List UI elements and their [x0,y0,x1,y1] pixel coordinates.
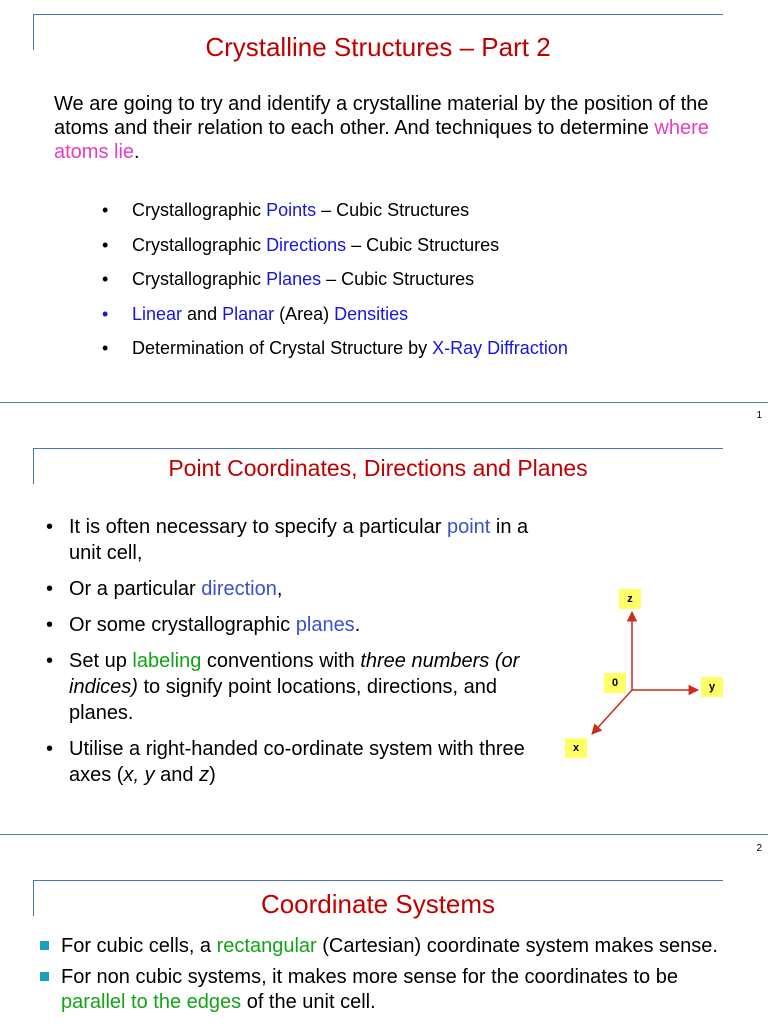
bullet-text: of the unit cell. [241,991,376,1013]
slide1-page-number: 1 [756,410,762,421]
bullet-highlight: direction [201,578,277,600]
list-item [40,934,740,959]
bullet-highlight: planes [295,614,355,636]
bullet-italic: x, y [123,764,155,786]
bullet-highlight: parallel to the edges [61,991,242,1013]
slide3-title: Coordinate Systems [260,889,496,919]
bullet-highlight: X-Ray Diffraction [432,338,568,358]
bullet-text: For non cubic systems, it makes more sense for the coordinates to be [61,966,678,988]
slide1-bullet-list [102,200,742,373]
slide1-intro-highlight: where atoms lie [54,117,709,163]
bullet-text: For cubic cells, a [61,935,217,957]
square-bullet-icon [40,941,49,950]
list-item [46,736,546,788]
bullet-text: conventions with [201,650,361,672]
bullet-dot-icon: • [102,303,109,324]
bullet-dot-icon: • [46,516,54,538]
bullet-dot-icon: • [102,200,109,220]
bullet-text: to signify point locations, directions, and planes. [69,676,498,724]
axis-label-x: x [565,738,587,758]
bullet-text: Determination of Crystal Structure by [132,338,433,358]
bullet-dot-icon: • [102,338,109,358]
bullet-text: – Cubic Structures [346,234,500,255]
bullet-text: , [276,578,283,600]
bullet-highlight: Points [266,200,317,220]
slide2-frame-top [33,448,723,449]
slide3-bullet-list [40,934,740,1015]
slide1-intro [54,92,744,164]
list-item [46,612,546,638]
list-item [102,304,742,339]
bullet-text: in a unit cell, [69,516,529,564]
bullet-highlight: Planar [222,303,275,324]
bullet-text: and [154,764,200,786]
square-bullet-icon [40,972,49,981]
slide1-frame-top [33,14,723,15]
bullet-highlight: Densities [334,303,409,324]
axis-label-z: z [619,589,641,609]
bullet-text: Utilise a right-handed co-ordinate system with three axes ( [69,738,525,786]
slide3-frame-top [33,880,723,881]
bullet-text: and [182,303,223,324]
bullet-text: Or some crystallographic [69,614,296,636]
bullet-highlight: Linear [132,303,183,324]
slide2-page-number: 2 [756,843,762,854]
slide1-intro-text: We are going to try and identify a crystalline material by the position of the atoms and their relation to each other. And techniques to determine [54,93,709,139]
slide1-separator [0,402,768,403]
bullet-text: Crystallographic [132,200,267,220]
x-axis-line [592,690,632,734]
axis-label-origin: 0 [604,673,626,693]
bullet-text: – Cubic Structures [321,269,475,289]
bullet-highlight: labeling [132,650,202,672]
slide2-bullet-list [46,514,546,788]
bullet-dot-icon: • [46,650,54,672]
slide1-title: Crystalline Structures – Part 2 [205,32,551,62]
bullet-highlight: Directions [266,234,347,255]
slide2-separator [0,834,768,835]
list-item [102,235,742,270]
bullet-highlight: point [446,516,491,538]
bullet-text: Set up [69,650,133,672]
list-item [46,576,546,602]
bullet-dot-icon: • [46,614,54,636]
slide2-title: Point Coordinates, Directions and Planes [168,455,588,481]
bullet-text: (Cartesian) coordinate system makes sense. [316,935,718,957]
bullet-italic: three numbers (or indices) [69,650,520,698]
bullet-dot-icon: • [46,738,54,760]
bullet-text: (Area) [274,303,335,324]
bullet-text: ) [209,764,216,786]
slide1-intro-end: . [134,141,140,163]
bullet-italic: z [199,764,210,786]
bullet-dot-icon: • [102,269,109,289]
bullet-text: Crystallographic [132,269,267,289]
list-item [102,200,742,235]
bullet-text: – Cubic Structures [316,200,470,220]
axis-label-y: y [701,677,723,697]
bullet-text: Crystallographic [132,234,267,255]
bullet-highlight: Planes [266,269,322,289]
bullet-text: Or a particular [69,578,202,600]
bullet-dot-icon: • [46,578,54,600]
bullet-dot-icon: • [102,234,109,255]
bullet-text: It is often necessary to specify a particular [69,516,447,538]
list-item [46,514,546,566]
list-item [46,648,546,726]
list-item [102,269,742,304]
bullet-highlight: rectangular [216,935,317,957]
list-item [40,965,740,1015]
list-item [102,338,742,373]
bullet-text: . [354,614,361,636]
